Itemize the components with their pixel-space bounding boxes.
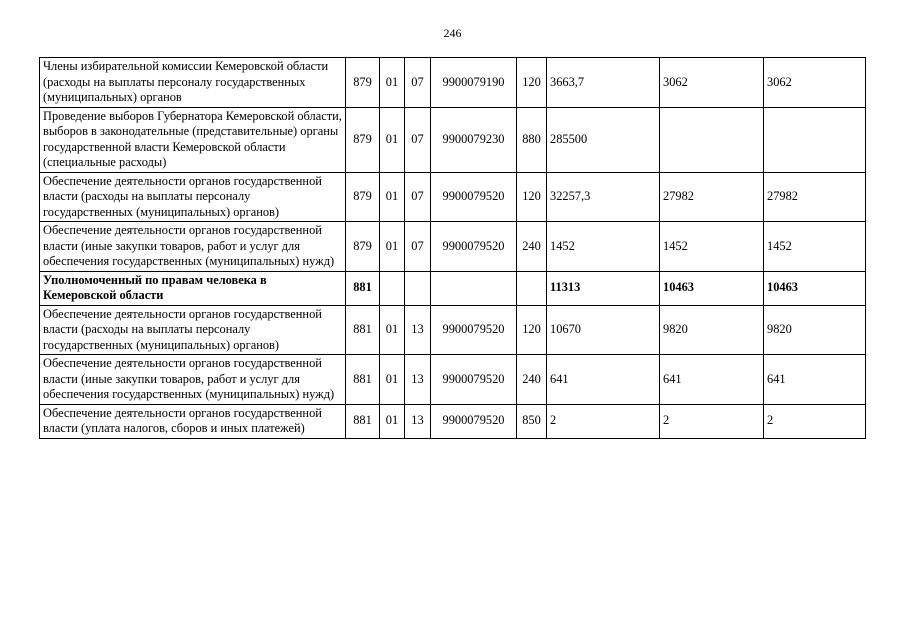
table-row bbox=[40, 404, 866, 438]
amount-year2-cell: 641 bbox=[660, 355, 764, 405]
expense-name-cell: Уполномоченный по правам человека в Кемеровской области bbox=[40, 271, 346, 305]
section-code-cell: 01 bbox=[380, 355, 405, 405]
subsection-code-cell: 07 bbox=[405, 172, 431, 222]
amount-year2-cell: 27982 bbox=[660, 172, 764, 222]
department-code-cell: 881 bbox=[346, 305, 380, 355]
subsection-code-cell: 07 bbox=[405, 222, 431, 272]
expense-type-code-cell: 120 bbox=[517, 58, 547, 108]
department-code-cell: 881 bbox=[346, 404, 380, 438]
amount-year1-cell: 32257,3 bbox=[547, 172, 660, 222]
amount-year1-cell: 641 bbox=[547, 355, 660, 405]
target-item-code-cell: 9900079520 bbox=[431, 305, 517, 355]
expense-type-code-cell bbox=[517, 271, 547, 305]
table-row bbox=[40, 172, 866, 222]
section-code-cell bbox=[380, 271, 405, 305]
expense-type-code-cell: 120 bbox=[517, 305, 547, 355]
amount-year1-cell: 285500 bbox=[547, 107, 660, 172]
section-code-cell: 01 bbox=[380, 222, 405, 272]
expense-type-code-cell: 850 bbox=[517, 404, 547, 438]
department-code-cell: 879 bbox=[346, 222, 380, 272]
expense-name-cell: Обеспечение деятельности органов государственной власти (иные закупки товаров, работ и услуг для обеспечения государственных (муниципальных) нужд) bbox=[40, 222, 346, 272]
section-code-cell: 01 bbox=[380, 58, 405, 108]
amount-year2-cell: 10463 bbox=[660, 271, 764, 305]
department-code-cell: 879 bbox=[346, 172, 380, 222]
department-code-cell: 879 bbox=[346, 107, 380, 172]
subsection-code-cell bbox=[405, 271, 431, 305]
subsection-code-cell: 13 bbox=[405, 355, 431, 405]
section-code-cell: 01 bbox=[380, 107, 405, 172]
subsection-code-cell: 13 bbox=[405, 404, 431, 438]
table-row bbox=[40, 222, 866, 272]
section-code-cell: 01 bbox=[380, 172, 405, 222]
table-body bbox=[40, 58, 866, 439]
target-item-code-cell bbox=[431, 271, 517, 305]
amount-year2-cell: 3062 bbox=[660, 58, 764, 108]
amount-year2-cell: 2 bbox=[660, 404, 764, 438]
amount-year2-cell: 1452 bbox=[660, 222, 764, 272]
table-row bbox=[40, 58, 866, 108]
section-code-cell: 01 bbox=[380, 305, 405, 355]
table-row bbox=[40, 271, 866, 305]
amount-year3-cell: 2 bbox=[764, 404, 866, 438]
amount-year2-cell bbox=[660, 107, 764, 172]
expense-name-cell: Обеспечение деятельности органов государственной власти (расходы на выплаты персоналу государственных (муниципальных) органов) bbox=[40, 305, 346, 355]
amount-year1-cell: 2 bbox=[547, 404, 660, 438]
expense-name-cell: Обеспечение деятельности органов государственной власти (расходы на выплаты персоналу государственных (муниципальных) органов) bbox=[40, 172, 346, 222]
amount-year1-cell: 3663,7 bbox=[547, 58, 660, 108]
department-code-cell: 881 bbox=[346, 355, 380, 405]
subsection-code-cell: 07 bbox=[405, 58, 431, 108]
budget-table bbox=[39, 57, 866, 439]
amount-year3-cell: 1452 bbox=[764, 222, 866, 272]
expense-type-code-cell: 120 bbox=[517, 172, 547, 222]
target-item-code-cell: 9900079520 bbox=[431, 404, 517, 438]
expense-name-cell: Обеспечение деятельности органов государственной власти (уплата налогов, сборов и иных платежей) bbox=[40, 404, 346, 438]
amount-year3-cell: 3062 bbox=[764, 58, 866, 108]
target-item-code-cell: 9900079520 bbox=[431, 222, 517, 272]
department-code-cell: 881 bbox=[346, 271, 380, 305]
page-number: 246 bbox=[443, 26, 462, 40]
table-row bbox=[40, 305, 866, 355]
amount-year3-cell: 9820 bbox=[764, 305, 866, 355]
table-row bbox=[40, 107, 866, 172]
amount-year3-cell: 641 bbox=[764, 355, 866, 405]
target-item-code-cell: 9900079190 bbox=[431, 58, 517, 108]
amount-year1-cell: 1452 bbox=[547, 222, 660, 272]
subsection-code-cell: 13 bbox=[405, 305, 431, 355]
department-code-cell: 879 bbox=[346, 58, 380, 108]
target-item-code-cell: 9900079520 bbox=[431, 355, 517, 405]
target-item-code-cell: 9900079230 bbox=[431, 107, 517, 172]
expense-type-code-cell: 240 bbox=[517, 222, 547, 272]
expense-name-cell: Члены избирательной комиссии Кемеровской области (расходы на выплаты персоналу государственных (муниципальных) органов bbox=[40, 58, 346, 108]
table-row bbox=[40, 355, 866, 405]
target-item-code-cell: 9900079520 bbox=[431, 172, 517, 222]
amount-year3-cell bbox=[764, 107, 866, 172]
expense-name-cell: Проведение выборов Губернатора Кемеровской области, выборов в законодательные (представительные) органы государственной власти Кемеровской области (специальные расходы) bbox=[40, 107, 346, 172]
amount-year3-cell: 10463 bbox=[764, 271, 866, 305]
expense-type-code-cell: 240 bbox=[517, 355, 547, 405]
amount-year1-cell: 10670 bbox=[547, 305, 660, 355]
amount-year3-cell: 27982 bbox=[764, 172, 866, 222]
section-code-cell: 01 bbox=[380, 404, 405, 438]
expense-type-code-cell: 880 bbox=[517, 107, 547, 172]
subsection-code-cell: 07 bbox=[405, 107, 431, 172]
amount-year1-cell: 11313 bbox=[547, 271, 660, 305]
expense-name-cell: Обеспечение деятельности органов государственной власти (иные закупки товаров, работ и услуг для обеспечения государственных (муниципальных) нужд) bbox=[40, 355, 346, 405]
amount-year2-cell: 9820 bbox=[660, 305, 764, 355]
